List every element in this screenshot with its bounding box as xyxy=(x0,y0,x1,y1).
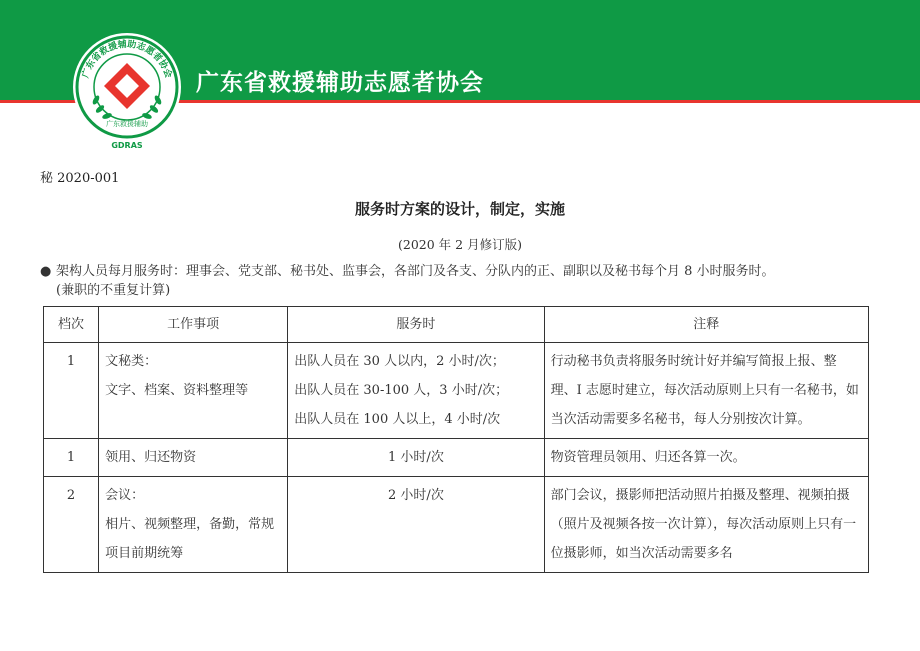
cell-service-hours xyxy=(288,477,544,573)
cell-level: 1 xyxy=(44,439,99,477)
bullet-dot-icon: ● xyxy=(40,264,52,279)
header-work-item: 工作事项 xyxy=(99,307,288,343)
table-row xyxy=(44,439,869,477)
cell-work-item xyxy=(99,477,288,573)
table-header-row xyxy=(44,307,869,343)
organization-logo xyxy=(70,30,184,158)
cell-line: 领用、归还物资 xyxy=(105,450,197,465)
cell-line: 文秘类： xyxy=(105,354,158,369)
logo-inner-text: 广东救援辅助 xyxy=(106,120,148,128)
service-hours-table xyxy=(43,306,869,573)
table-row xyxy=(44,477,869,573)
cell-level: 2 xyxy=(44,477,99,573)
cell-note: 物资管理员领用、归还各算一次。 xyxy=(544,439,868,477)
cell-work-item xyxy=(99,343,288,439)
cell-line: 出队人员在 30 人以内，2 小时/次； xyxy=(294,354,505,369)
document-title: 服务时方案的设计，制定，实施 xyxy=(354,200,565,218)
logo-abbr-text: GDRAS xyxy=(111,141,143,150)
document-subtitle: (2020 年 2 月修订版) xyxy=(398,237,522,252)
cell-note: 部门会议，摄影师把活动照片拍摄及整理、视频拍摄（照片及视频各按一次计算），每次活动原则上只有一位摄影师，如当次活动需要多名 xyxy=(544,477,868,573)
cell-line: 出队人员在 30-100 人，3 小时/次； xyxy=(294,383,509,398)
bullet-line-1: 架构人员每月服务时：理事会、党支部、秘书处、监事会，各部门及各支、分队内的正、副职以及秘书每个月 8 小时服务时。 xyxy=(56,264,775,279)
logo-arc-text: 广东省救援辅助志愿者协会 xyxy=(81,39,173,80)
header-note: 注释 xyxy=(544,307,868,343)
bullet-line-2: (兼职的不重复计算) xyxy=(56,283,171,298)
cell-line: 2 小时/次 xyxy=(388,488,444,503)
cell-service-hours xyxy=(288,343,544,439)
header-service-hours: 服务时 xyxy=(288,307,544,343)
cell-line: 文字、档案、资料整理等 xyxy=(105,383,249,398)
cell-line: 相片、视频整理，备勤，常规项目前期统筹 xyxy=(105,517,275,561)
document-id: 秘 2020-001 xyxy=(40,171,120,186)
cell-line: 1 小时/次 xyxy=(388,450,444,465)
cell-service-hours xyxy=(288,439,544,477)
cell-work-item xyxy=(99,439,288,477)
cell-line: 出队人员在 100 人以上，4 小时/次 xyxy=(294,412,501,427)
cell-level: 1 xyxy=(44,343,99,439)
cell-line: 会议： xyxy=(105,488,145,503)
organization-name: 广东省救援辅助志愿者协会 xyxy=(196,70,484,96)
table-row xyxy=(44,343,869,439)
cell-note: 行动秘书负责将服务时统计好并编写简报上报、整理、I 志愿时建立，每次活动原则上只有一名秘书，如当次活动需要多名秘书，每人分别按次计算。 xyxy=(544,343,868,439)
bullet-paragraph xyxy=(40,262,900,300)
header-level: 档次 xyxy=(44,307,99,343)
